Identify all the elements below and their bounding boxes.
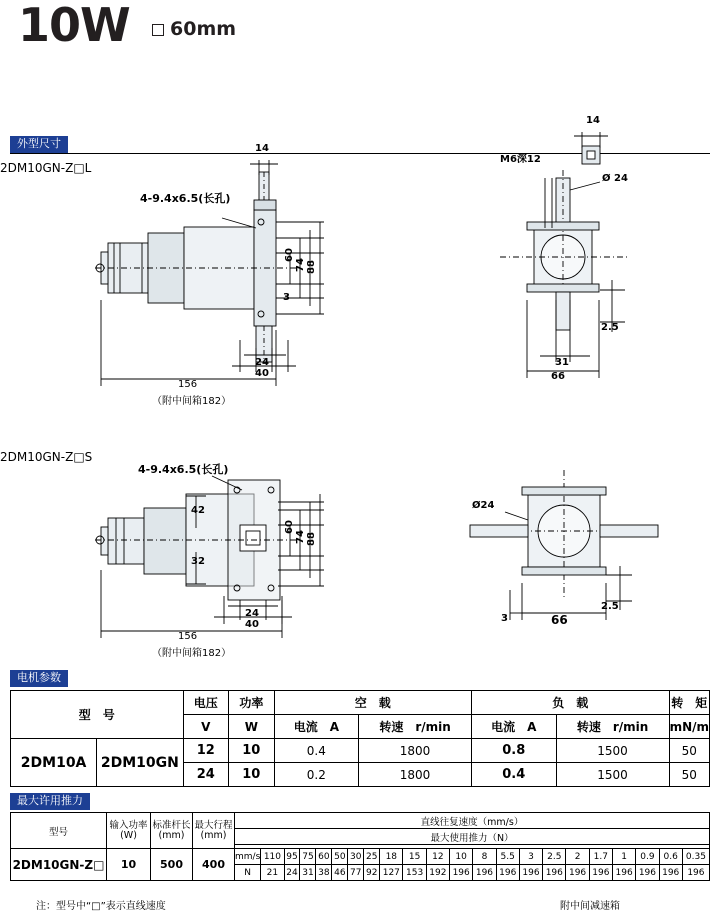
th-load: 负 载 (472, 691, 670, 715)
td-model-b: 2DM10GN (97, 739, 183, 787)
td-force: 196 (589, 865, 612, 881)
td-force: 196 (636, 865, 659, 881)
td-nl-speed-2: 1800 (359, 763, 472, 787)
th-model: 型号 (11, 813, 107, 849)
dim-74-s: 74 (295, 530, 306, 544)
th-standard-stroke: 标准杆长(mm) (151, 813, 193, 849)
td-force: 77 (348, 865, 364, 881)
note-right: 附中间减速箱 (560, 901, 620, 912)
td-speed: 2.5 (543, 849, 566, 865)
td-standard-stroke: 500 (151, 849, 193, 881)
td-force: 196 (519, 865, 542, 881)
th-input-power: 输入功率(W) (107, 813, 151, 849)
td-speed: 18 (380, 849, 403, 865)
td-force: 196 (682, 865, 709, 881)
td-speed: 60 (316, 849, 332, 865)
th-torque-unit: mN/m (669, 715, 709, 739)
td-force: 192 (426, 865, 449, 881)
td-force: 24 (284, 865, 300, 881)
table-header-row (11, 813, 710, 829)
th-model: 型 号 (11, 691, 184, 739)
td-torque-2: 50 (669, 763, 709, 787)
td-speed: 50 (332, 849, 348, 865)
td-speed: 1 (612, 849, 635, 865)
td-nl-current-2: 0.2 (274, 763, 359, 787)
td-torque-1: 50 (669, 739, 709, 763)
td-model-a: 2DM10A (11, 739, 97, 787)
dim-hole-note-l: 4-9.4x6.5(长孔) (140, 192, 231, 205)
caption-l: （附中间箱182） (152, 396, 232, 407)
td-ld-speed-2: 1500 (556, 763, 669, 787)
td-force: 196 (543, 865, 566, 881)
th-no-load: 空 载 (274, 691, 471, 715)
td-power-2: 10 (229, 763, 275, 787)
td-ld-speed-1: 1500 (556, 739, 669, 763)
dim-40-s: 40 (245, 619, 259, 630)
dim-31-l: 31 (555, 357, 569, 368)
table-row-speeds (11, 849, 710, 865)
dim-25-s: 2.5 (601, 601, 619, 612)
td-speed: 75 (300, 849, 316, 865)
td-force: 196 (496, 865, 519, 881)
dim-40-l: 40 (255, 368, 269, 379)
td-speed: 1.7 (589, 849, 612, 865)
th-nl-speed: 转速 r/min (359, 715, 472, 739)
model-label-l: 2DM10GN-Z□L (0, 161, 92, 175)
table-row (11, 739, 710, 763)
td-force: 153 (403, 865, 426, 881)
th-ld-speed: 转速 r/min (556, 715, 669, 739)
section-tag-motor-params: 电机参数 (10, 670, 68, 687)
td-speed: 25 (364, 849, 380, 865)
td-model: 2DM10GN-Z□ (11, 849, 107, 881)
dim-32-s: 32 (191, 556, 205, 567)
dim-60-s: 60 (284, 520, 295, 534)
dim-74-l: 74 (295, 258, 306, 272)
dim-156-l: 156 (178, 379, 198, 390)
dim-shaft-width-l-end: 14 (586, 115, 600, 126)
td-speed: 0.9 (636, 849, 659, 865)
dim-dia24-l: Ø 24 (602, 173, 628, 184)
dim-shaft-width-l: 14 (255, 143, 269, 154)
td-force: 38 (316, 865, 332, 881)
th-torque: 转 矩 (669, 691, 709, 715)
table-header-row (11, 691, 710, 715)
td-speed: 0.35 (682, 849, 709, 865)
model-label-s: 2DM10GN-Z□S (0, 450, 93, 464)
section-tag-max-thrust: 最大许用推力 (10, 793, 90, 810)
dim-60-l: 60 (284, 248, 295, 262)
td-power-1: 10 (229, 739, 275, 763)
th-nl-current: 电流 A (274, 715, 359, 739)
td-force: 46 (332, 865, 348, 881)
max-thrust-table (10, 812, 710, 881)
td-speed: 8 (473, 849, 496, 865)
td-speed: 0.6 (659, 849, 682, 865)
th-power: 功率 (229, 691, 275, 715)
td-input-power: 10 (107, 849, 151, 881)
td-force: 196 (566, 865, 589, 881)
dim-156-s: 156 (178, 631, 198, 642)
dim-25-l: 2.5 (601, 322, 619, 333)
td-force: 196 (612, 865, 635, 881)
td-force: 127 (380, 865, 403, 881)
dim-42-s: 42 (191, 505, 205, 516)
td-voltage-1: 12 (183, 739, 229, 763)
dim-88-s: 88 (306, 532, 317, 546)
td-speed: 30 (348, 849, 364, 865)
th-force-title: 最大使用推力（N） (235, 829, 710, 845)
th-max-stroke: 最大行程(mm) (193, 813, 235, 849)
dim-66-l: 66 (551, 371, 565, 382)
td-force: 196 (450, 865, 473, 881)
td-force: 196 (659, 865, 682, 881)
td-ld-current-1: 0.8 (472, 739, 557, 763)
td-max-stroke: 400 (193, 849, 235, 881)
dim-hole-note-s: 4-9.4x6.5(长孔) (138, 463, 229, 476)
td-force: 31 (300, 865, 316, 881)
page-title: 10W (18, 0, 130, 52)
dim-24-s: 24 (245, 608, 259, 619)
td-force: 196 (473, 865, 496, 881)
dim-24-l: 24 (255, 357, 269, 368)
dim-3-s: 3 (501, 613, 508, 624)
dim-3-l: 3 (283, 292, 290, 303)
frame-size-label: 60mm (170, 18, 237, 40)
td-nl-current-1: 0.4 (274, 739, 359, 763)
td-ld-current-2: 0.4 (472, 763, 557, 787)
th-voltage-unit: V (183, 715, 229, 739)
motor-parameters-table (10, 690, 710, 787)
th-power-unit: W (229, 715, 275, 739)
td-speed: 95 (284, 849, 300, 865)
td-speed: 10 (450, 849, 473, 865)
td-speed: 15 (403, 849, 426, 865)
td-voltage-2: 24 (183, 763, 229, 787)
td-speed: 110 (261, 849, 284, 865)
caption-s: （附中间箱182） (152, 648, 232, 659)
td-force: 21 (261, 865, 284, 881)
th-voltage: 电压 (183, 691, 229, 715)
dim-88-l: 88 (306, 260, 317, 274)
note-left: 注：型号中“□”表示直线速度 (36, 901, 166, 912)
td-unit-force: N (235, 865, 261, 881)
th-speed-title: 直线往复速度（mm/s） (235, 813, 710, 829)
td-nl-speed-1: 1800 (359, 739, 472, 763)
dim-dia24-s: Ø24 (472, 500, 495, 511)
dim-m6-note: M6深12 (500, 154, 541, 165)
td-force: 92 (364, 865, 380, 881)
section-tag-dimensions: 外型尺寸 (10, 136, 68, 153)
td-speed: 12 (426, 849, 449, 865)
th-ld-current: 电流 A (472, 715, 557, 739)
td-unit-speed: mm/s (235, 849, 261, 865)
dim-66-s: 66 (551, 613, 568, 627)
td-speed: 3 (519, 849, 542, 865)
td-speed: 2 (566, 849, 589, 865)
td-speed: 5.5 (496, 849, 519, 865)
